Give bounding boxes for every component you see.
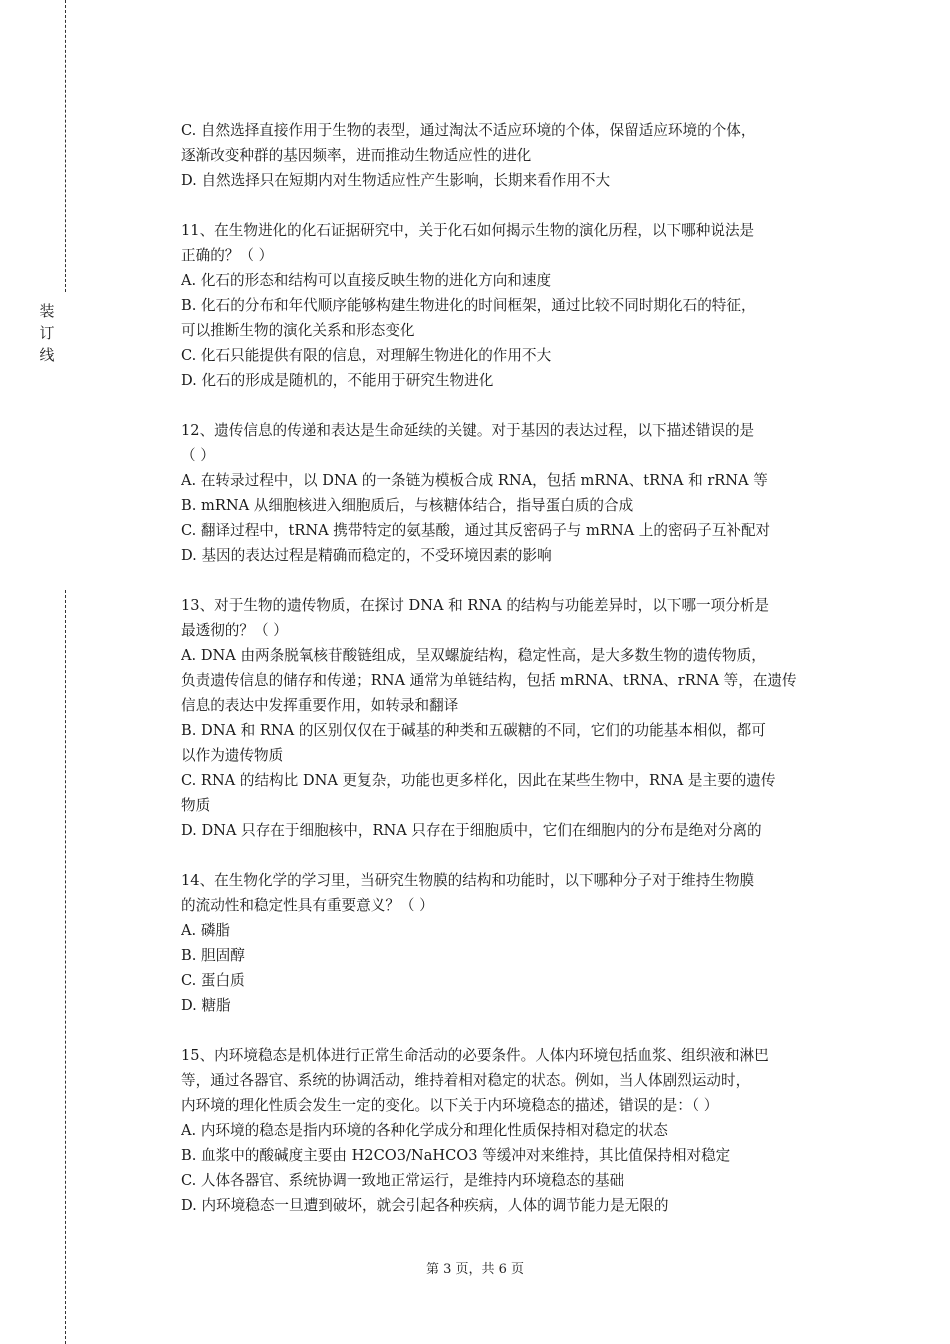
option-a-continued: 信息的表达中发挥重要作用，如转录和翻译 (181, 697, 459, 714)
spacer (181, 568, 841, 593)
option-d: D. 内环境稳态一旦遭到破坏，就会引起各种疾病，人体的调节能力是无限的 (181, 1197, 669, 1214)
option-a: A. 内环境的稳态是指内环境的各种化学成分和理化性质保持相对稳定的状态 (181, 1122, 668, 1139)
spacer (181, 193, 841, 218)
binding-char: 订 (39, 324, 55, 342)
option-c-continued: 逐渐改变种群的基因频率，进而推动生物适应性的进化 (181, 147, 532, 164)
option-b-continued: 可以推断生物的演化关系和形态变化 (181, 322, 415, 339)
binding-dashed-line-bottom (65, 590, 66, 1344)
question-stem-continued: 最透彻的？（ ） (181, 622, 288, 639)
option-b: B. 胆固醇 (181, 947, 245, 964)
question-14 (181, 868, 841, 1018)
option-c: C. 自然选择直接作用于生物的表型，通过淘汰不适应环境的个体，保留适应环境的个体， (181, 122, 756, 139)
binding-char: 线 (39, 346, 55, 364)
option-a: A. 磷脂 (181, 922, 231, 939)
binding-dashed-line-top (65, 0, 66, 292)
question-stem: 13、对于生物的遗传物质，在探讨 DNA 和 RNA 的结构与功能差异时，以下哪一项分析是 (181, 597, 770, 614)
option-b: B. 化石的分布和年代顺序能够构建生物进化的时间框架，通过比较不同时期化石的特征， (181, 297, 756, 314)
question-15 (181, 1043, 841, 1218)
option-d: D. 化石的形成是随机的，不能用于研究生物进化 (181, 372, 494, 389)
option-d: D. 自然选择只在短期内对生物适应性产生影响，长期来看作用不大 (181, 172, 611, 189)
question-stem: 11、在生物进化的化石证据研究中，关于化石如何揭示生物的演化历程，以下哪种说法是 (181, 222, 755, 239)
question-13 (181, 593, 841, 843)
binding-label (37, 300, 57, 366)
question-stem-continued: 内环境的理化性质会发生一定的变化。以下关于内环境稳态的描述，错误的是：（ ） (181, 1097, 719, 1114)
option-a: A. 化石的形态和结构可以直接反映生物的进化方向和速度 (181, 272, 552, 289)
spacer (181, 393, 841, 418)
page-content (181, 118, 841, 1218)
page-number: 第 3 页，共 6 页 (425, 1262, 525, 1277)
option-a: A. DNA 由两条脱氧核苷酸链组成，呈双螺旋结构，稳定性高，是大多数生物的遗传物质， (181, 647, 766, 664)
question-stem-continued: 等，通过各器官、系统的协调活动，维持着相对稳定的状态。例如，当人体剧烈运动时， (181, 1072, 751, 1089)
page-footer (0, 1258, 950, 1277)
spacer (181, 1018, 841, 1043)
question-stem: 15、内环境稳态是机体进行正常生命活动的必要条件。人体内环境包括血浆、组织液和淋巴 (181, 1047, 769, 1064)
question-stem-continued: （ ） (181, 447, 215, 464)
option-c: C. RNA 的结构比 DNA 更复杂，功能也更多样化，因此在某些生物中，RNA 是主要的遗传 (181, 772, 776, 789)
question-stem: 12、遗传信息的传递和表达是生命延续的关键。对于基因的表达过程，以下描述错误的是 (181, 422, 755, 439)
question-11 (181, 218, 841, 393)
option-b-continued: 以作为遗传物质 (181, 747, 284, 764)
question-10-tail (181, 118, 841, 193)
spacer (181, 843, 841, 868)
option-a-continued: 负责遗传信息的储存和传递；RNA 通常为单链结构，包括 mRNA、tRNA、rRNA 等，在遗传 (181, 672, 797, 689)
option-a: A. 在转录过程中，以 DNA 的一条链为模板合成 RNA，包括 mRNA、tRNA 和 rRNA 等 (181, 472, 768, 489)
option-c: C. 蛋白质 (181, 972, 245, 989)
question-stem-continued: 正确的？（ ） (181, 247, 274, 264)
question-stem: 14、在生物化学的学习里，当研究生物膜的结构和功能时，以下哪种分子对于维持生物膜 (181, 872, 755, 889)
question-stem-continued: 的流动性和稳定性具有重要意义？（ ） (181, 897, 434, 914)
option-b: B. mRNA 从细胞核进入细胞质后，与核糖体结合，指导蛋白质的合成 (181, 497, 634, 514)
option-d: D. DNA 只存在于细胞核中，RNA 只存在于细胞质中，它们在细胞内的分布是绝对分离的 (181, 822, 762, 839)
option-c-continued: 物质 (181, 797, 211, 814)
option-c: C. 翻译过程中，tRNA 携带特定的氨基酸，通过其反密码子与 mRNA 上的密码子互补配对 (181, 522, 771, 539)
option-c: C. 化石只能提供有限的信息，对理解生物进化的作用不大 (181, 347, 552, 364)
option-d: D. 基因的表达过程是精确而稳定的，不受环境因素的影响 (181, 547, 552, 564)
option-b: B. 血浆中的酸碱度主要由 H2CO3/NaHCO3 等缓冲对来维持，其比值保持相对稳定 (181, 1147, 731, 1164)
option-c: C. 人体各器官、系统协调一致地正常运行，是维持内环境稳态的基础 (181, 1172, 625, 1189)
question-12 (181, 418, 841, 568)
option-d: D. 糖脂 (181, 997, 231, 1014)
option-b: B. DNA 和 RNA 的区别仅仅在于碱基的种类和五碳糖的不同，它们的功能基本相似，都可 (181, 722, 766, 739)
binding-char: 装 (39, 302, 55, 320)
